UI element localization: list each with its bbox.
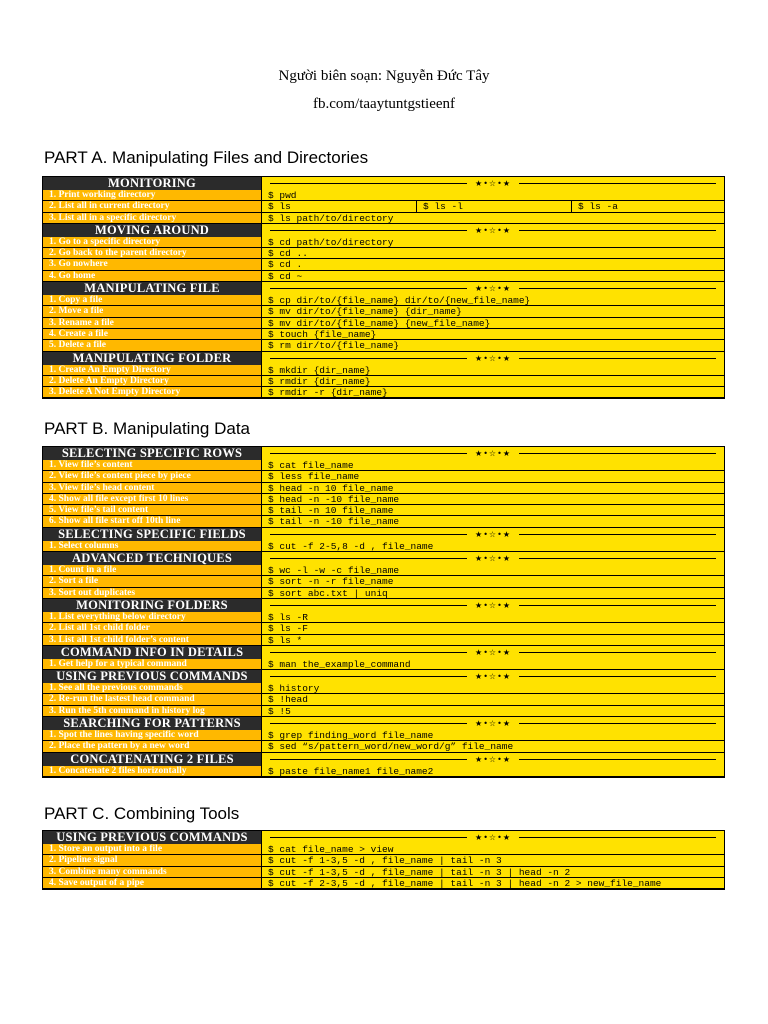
task-label: 3. Rename a file [43,318,262,329]
task-label: 3. Run the 5th command in history log [43,706,262,717]
command-row [43,259,724,270]
command-row [43,730,724,741]
section-divider [262,599,724,612]
task-label: 2. Re-run the lastest head command [43,694,262,705]
command-text: $ mv dir/to/{file_name} {dir_name} [268,306,462,318]
command-row [43,365,724,376]
command-cell [262,259,724,270]
task-label: 3. List all in a specific directory [43,213,262,224]
command-row [43,766,724,777]
command-text: $ sort abc.txt | uniq [268,587,388,599]
facebook-link[interactable]: fb.com/taaytuntgstieenf [312,96,456,112]
command-text: $ man the_example_command [268,658,411,670]
command-cell [262,844,724,855]
task-label: 3. List all 1st child folder’s content [43,635,262,646]
section-divider [262,528,724,541]
part-title: PART A. Manipulating Files and Directories [44,148,369,167]
command-text: $ cd .. [268,248,308,260]
command-row [43,295,724,306]
command-row [43,867,724,878]
star-ornament-icon: ★•☆•★ [475,600,511,610]
task-label: 1. Copy a file [43,295,262,306]
task-label: 2. Go back to the parent directory [43,248,262,259]
command-text: $ rmdir -r {dir_name} [268,387,388,399]
command-row [43,387,724,398]
command-cell [262,295,724,306]
command-cell [262,483,724,494]
section-header [43,831,724,844]
command-cell [262,766,724,777]
section-title: COMMAND INFO IN DETAILS [43,646,262,659]
command-row [43,460,724,471]
command-row [43,329,724,340]
star-ornament-icon: ★•☆•★ [475,754,511,764]
star-ornament-icon: ★•☆•★ [475,284,511,294]
task-label: 1. Spot the lines having specific word [43,730,262,741]
command-cell [262,505,724,516]
command-cell [262,248,724,259]
task-label: 4. Create a file [43,329,262,340]
command-text: $ touch {file_name} [268,328,377,340]
task-label: 1. List everything below directory [43,612,262,623]
task-label: 2. View file’s content piece by piece [43,471,262,482]
command-row [43,612,724,623]
task-label: 3. Delete A Not Empty Directory [43,387,262,398]
section-title: SELECTING SPECIFIC ROWS [43,447,262,460]
command-text: $ grep finding_word file_name [268,730,434,742]
command-row [43,565,724,576]
author-line: Người biên soạn: Nguyễn Đức Tây [278,68,490,84]
task-label: 3. Sort out duplicates [43,588,262,599]
section-divider [262,282,724,295]
command-text: $ pwd [268,190,297,201]
command-text: $ cut -f 1-3,5 -d , file_name | tail -n 3 [268,855,502,867]
command-row [43,318,724,329]
command-cell [262,741,724,752]
command-cell [262,190,724,201]
task-label: 2. Pipeline signal [43,855,262,866]
section-title: CONCATENATING 2 FILES [43,753,262,766]
section-header [43,528,724,541]
section-divider [262,753,724,766]
command-text: $ !5 [268,705,291,717]
command-cell [262,494,724,505]
command-cell [262,541,724,552]
task-label: 1. Store an output into a file [43,844,262,855]
star-ornament-icon: ★•☆•★ [475,554,511,564]
command-cell [262,318,724,329]
task-label: 1. Create An Empty Directory [43,365,262,376]
command-cell [262,867,724,878]
command-table [42,446,725,778]
command-text: $ ls * [268,634,303,646]
command-row [43,340,724,351]
command-cell [262,565,724,576]
section-title: SELECTING SPECIFIC FIELDS [43,528,262,541]
command-cell [262,376,724,387]
command-row [43,306,724,317]
command-row [43,248,724,259]
task-label: 3. Go nowhere [43,259,262,270]
command-text: $ mv dir/to/{file_name} {new_file_name} [268,317,491,329]
command-cell [262,683,724,694]
command-text: $ less file_name [268,471,360,483]
command-text: $ head -n -10 file_name [268,493,400,505]
section-title: USING PREVIOUS COMMANDS [43,670,262,683]
command-row [43,844,724,855]
part-title: PART B. Manipulating Data [44,419,251,438]
section-title: ADVANCED TECHNIQUES [43,552,262,565]
section-title: MANIPULATING FOLDER [43,352,262,365]
task-label: 4. Save output of a pipe [43,878,262,889]
section-header [43,599,724,612]
command-text: $ ls [268,201,291,213]
command-table [42,176,725,399]
task-label: 2. Delete An Empty Directory [43,376,262,387]
command-text: $ wc -l -w -c file_name [268,565,400,577]
star-ornament-icon: ★•☆•★ [475,179,511,188]
command-text: $ cd ~ [268,270,303,282]
command-text: $ rmdir {dir_name} [268,375,371,387]
command-row [43,694,724,705]
command-cell [262,460,724,471]
command-text: $ tail -n 10 file_name [268,505,394,517]
command-cell [262,387,724,398]
section-header [43,447,724,460]
star-ornament-icon: ★•☆•★ [475,672,511,682]
command-cell [262,306,724,317]
section-title: MONITORING [43,177,262,190]
command-text: $ ls -l [416,201,571,211]
section-title: MONITORING FOLDERS [43,599,262,612]
command-cell [262,213,724,224]
task-label: 6. Show all file start off 10th line [43,516,262,527]
command-cell [262,855,724,866]
star-ornament-icon: ★•☆•★ [475,529,511,539]
command-text: $ cd path/to/directory [268,236,394,248]
command-cell [262,471,724,482]
star-ornament-icon: ★•☆•★ [475,719,511,729]
command-cell [262,340,724,351]
task-label: 2. Sort a file [43,576,262,587]
command-row [43,494,724,505]
command-row [43,683,724,694]
section-header [43,670,724,683]
command-text: $ cut -f 2-3,5 -d , file_name | tail -n 3 | head -n 2 > new_file_name [268,877,662,889]
command-row [43,201,724,212]
task-label: 1. Count in a file [43,565,262,576]
command-text: $ ls -F [268,623,308,635]
section-divider [262,831,724,844]
command-text: $ mkdir {dir_name} [268,364,371,376]
task-label: 1. Print working directory [43,190,262,201]
section-header [43,646,724,659]
section-header [43,552,724,565]
section-divider [262,670,724,683]
command-row [43,376,724,387]
section-header [43,753,724,766]
command-cell [262,659,724,670]
command-cell [262,271,724,282]
part-title: PART C. Combining Tools [44,804,240,823]
command-row [43,471,724,482]
command-text: $ ls -R [268,611,308,623]
section-header [43,224,724,237]
section-header [43,352,724,365]
command-text: $ rm dir/to/{file_name} [268,340,400,352]
command-text: $ sort -n -r file_name [268,576,394,588]
command-cell [262,694,724,705]
command-cell [262,623,724,634]
star-ornament-icon: ★•☆•★ [475,647,511,657]
command-text: $ sed “s/pattern_word/new_word/g” file_name [268,741,514,753]
command-row [43,855,724,866]
command-cell [262,878,724,889]
command-row [43,505,724,516]
section-title: USING PREVIOUS COMMANDS [43,831,262,844]
star-ornament-icon: ★•☆•★ [475,353,511,363]
command-cell [262,635,724,646]
task-label: 2. Place the pattern by a new word [43,741,262,752]
command-text: $ ls path/to/directory [268,212,394,224]
section-divider [262,646,724,659]
section-divider [262,717,724,730]
command-cell [262,365,724,376]
task-label: 2. List all 1st child folder [43,623,262,634]
command-text: $ tail -n -10 file_name [268,516,400,528]
command-row [43,190,724,201]
section-title: MANIPULATING FILE [43,282,262,295]
star-ornament-icon: ★•☆•★ [475,833,511,842]
task-label: 5. Delete a file [43,340,262,351]
command-text: $ history [268,683,320,695]
task-label: 4. Go home [43,271,262,282]
command-text: $ cat file_name [268,460,354,471]
task-label: 2. List all in current directory [43,201,262,212]
command-text: $ cut -f 1-3,5 -d , file_name | tail -n 3 | head -n 2 [268,866,571,878]
task-label: 1. Go to a specific directory [43,237,262,248]
command-cell [262,588,724,599]
section-header [43,282,724,295]
command-text: $ ls -a [571,201,718,211]
task-label: 2. Move a file [43,306,262,317]
command-row [43,741,724,752]
command-cell [262,612,724,623]
section-divider [262,224,724,237]
task-label: 1. See all the previous commands [43,683,262,694]
command-row [43,576,724,587]
section-header [43,717,724,730]
task-label: 4. Show all file except first 10 lines [43,494,262,505]
task-label: 1. Select columns [43,541,262,552]
section-title: SEARCHING FOR PATTERNS [43,717,262,730]
command-text: $ cd . [268,259,303,271]
task-label: 3. Combine many commands [43,867,262,878]
section-divider [262,177,724,190]
task-label: 3. View file’s head content [43,483,262,494]
command-cell [262,237,724,248]
command-text: $ cat file_name > view [268,844,394,855]
command-text: $ head -n 10 file_name [268,482,394,494]
command-cell [262,576,724,587]
command-row [43,878,724,889]
command-row [43,623,724,634]
task-label: 1. Get help for a typical command [43,659,262,670]
command-table [42,830,725,890]
section-divider [262,447,724,460]
command-cell [262,730,724,741]
star-ornament-icon: ★•☆•★ [475,225,511,235]
task-label: 5. View file’s tail content [43,505,262,516]
section-divider [262,552,724,565]
command-text: $ cp dir/to/{file_name} dir/to/{new_file_name} [268,295,531,307]
task-label: 1. Concatenate 2 files horizontally [43,766,262,777]
task-label: 1. View file’s content [43,460,262,471]
command-cell [262,329,724,340]
command-text: $ paste file_name1 file_name2 [268,765,434,777]
section-divider [262,352,724,365]
section-header [43,177,724,190]
star-ornament-icon: ★•☆•★ [475,449,511,458]
command-text: $ !head [268,694,308,706]
section-title: MOVING AROUND [43,224,262,237]
command-cell [262,706,724,717]
command-row [43,483,724,494]
command-text: $ cut -f 2-5,8 -d , file_name [268,540,434,552]
command-cell [262,516,724,527]
command-row [43,237,724,248]
command-cell [262,201,724,212]
